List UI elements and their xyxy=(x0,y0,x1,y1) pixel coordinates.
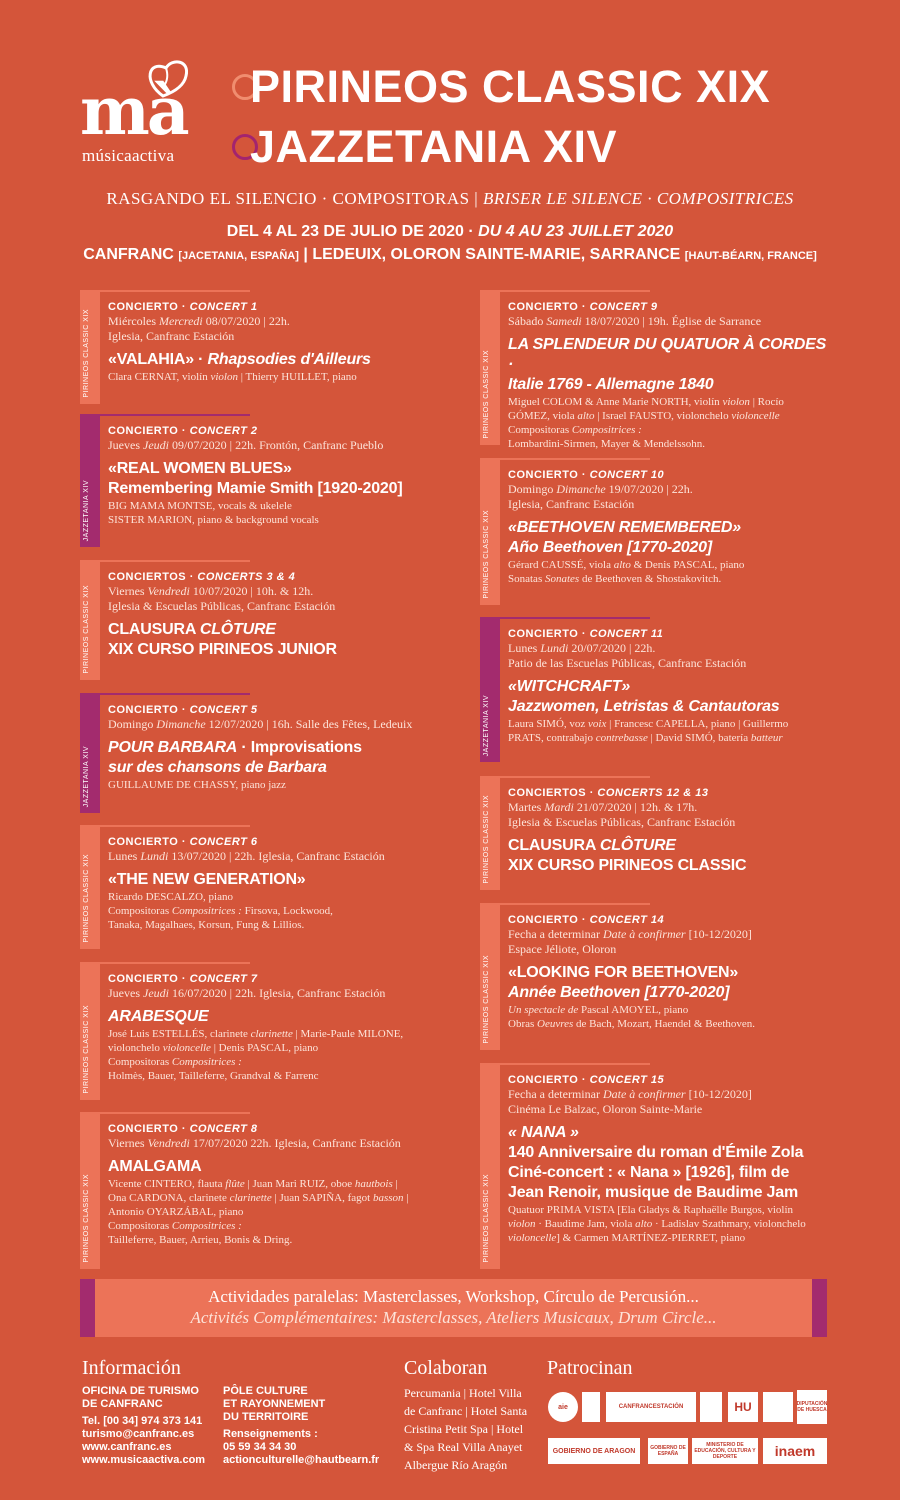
diputacion-huesca-logo: DIPUTACIÓN DE HUESCA xyxy=(797,1390,827,1424)
concert-label: CONCIERTO · CONCERT 5 xyxy=(108,704,258,716)
card-bar xyxy=(480,290,500,445)
concert-title: POUR BARBARA · Improvisations xyxy=(108,739,362,756)
concert-card-10 xyxy=(480,458,827,605)
concert-venue: Cinéma Le Balzac, Oloron Sainte-Marie xyxy=(508,1102,703,1116)
card-bar xyxy=(480,776,500,890)
card-tag: JAZZETANIA XIV xyxy=(83,745,90,807)
concert-performers: Miguel COLOM & Anne Marie NORTH, violín violon | Rocío xyxy=(508,396,784,408)
concert-subtitle: Année Beethoven [1770-2020] xyxy=(508,984,730,1001)
concert-performers: Antonio OYARZÁBAL, piano xyxy=(108,1206,244,1218)
card-tag: PIRINEOS CLASSIC XIX xyxy=(483,1174,490,1263)
concert-performers: violoncelle] & Carmen MARTÍNEZ-PIERRET, piano xyxy=(508,1232,746,1244)
concert-label: CONCIERTO · CONCERT 7 xyxy=(108,973,258,985)
concert-composers: Compositoras Compositrices : Firsova, Lockwood, xyxy=(108,905,333,917)
card-bar xyxy=(80,693,100,813)
concert-subtitle: Jazzwomen, Letristas & Cantautoras xyxy=(508,698,780,715)
card-tag: PIRINEOS CLASSIC XIX xyxy=(483,350,490,439)
concert-card-2 xyxy=(80,414,460,547)
concert-label: CONCIERTO · CONCERT 11 xyxy=(508,628,664,640)
concert-performers: SISTER MARION, piano & background vocals xyxy=(108,514,319,526)
canfranc-link[interactable]: www.canfranc.es xyxy=(82,1441,172,1453)
concert-date: Fecha a determinar Date à confirmer [10-12/2020] xyxy=(508,1087,752,1101)
concert-composers: Compositoras Compositrices : xyxy=(108,1056,242,1068)
festival-dates xyxy=(0,223,900,241)
card-bar xyxy=(80,962,100,1100)
concert-composers: Tailleferre, Bauer, Arrieu, Bonis & Dring. xyxy=(108,1234,293,1246)
collaborators-list: Percumania | Hotel Villa de Canfranc | Hotel Santa Cristina Petit Spa | Hotel & Spa Real Villa Anayet Albergue Río Aragón xyxy=(404,1386,528,1472)
concert-subtitle: Año Beethoven [1770-2020] xyxy=(508,539,712,556)
logo-mark: mà xyxy=(80,72,187,150)
festival-places xyxy=(0,246,900,264)
concert-date: Miércoles Mercredi 08/07/2020 | 22h. xyxy=(108,314,290,328)
title-pirineos: PIRINEOS CLASSIC XIX xyxy=(250,61,771,112)
concert-composers: Compositoras Compositrices : xyxy=(508,424,642,436)
concert-composers: Sonatas Sonates de Beethoven & Shostakovitch. xyxy=(508,573,722,585)
concert-performers: José Luis ESTELLÉS, clarinete clarinette | Marie-Paule MILONE, xyxy=(108,1028,404,1040)
concert-label: CONCIERTO · CONCERT 15 xyxy=(508,1074,665,1086)
concert-date: Domingo Dimanche 19/07/2020 | 22h. xyxy=(508,482,693,496)
card-bar xyxy=(80,414,100,547)
concert-title: CLAUSURA CLÔTURE xyxy=(508,837,676,854)
card-tag: PIRINEOS CLASSIC XIX xyxy=(483,795,490,884)
concert-title: AMALGAMA xyxy=(108,1158,202,1175)
dates-es: DEL 4 AL 23 DE JULIO DE 2020 · xyxy=(226,223,474,240)
concert-title: «WITCHCRAFT» xyxy=(508,678,631,695)
concert-date: Lunes Lundi 13/07/2020 | 22h. Iglesia, Canfranc Estación xyxy=(108,849,385,863)
concert-performers: Quatuor PRIMA VISTA [Ela Gladys & Raphaëlle Burgos, violín xyxy=(508,1204,794,1216)
musicaactiva-logo xyxy=(78,60,238,170)
tourism-email[interactable]: turismo@canfranc.es xyxy=(82,1428,195,1440)
j-logo xyxy=(763,1392,793,1422)
concert-card-14 xyxy=(480,903,827,1050)
pole-phone: 05 59 34 34 30 xyxy=(223,1441,297,1453)
concert-composers: Obras Oeuvres de Bach, Mozart, Haendel & Beethoven. xyxy=(508,1018,756,1030)
concert-subtitle: Jean Renoir, musique de Baudime Jam xyxy=(508,1184,798,1201)
concert-title: «VALAHIA» · Rhapsodies d'Ailleurs xyxy=(108,351,371,368)
concert-venue: Patio de las Escuelas Públicas, Canfranc Estación xyxy=(508,656,747,670)
musicaactiva-link[interactable]: www.musicaactiva.com xyxy=(82,1454,206,1466)
dates-fr: DU 4 AU 23 JUILLET 2020 xyxy=(478,223,674,240)
card-tag: PIRINEOS CLASSIC XIX xyxy=(83,1174,90,1263)
card-tag: JAZZETANIA XIV xyxy=(483,694,490,756)
concert-title: CLAUSURA CLÔTURE xyxy=(108,621,276,638)
concert-label: CONCIERTO · CONCERT 2 xyxy=(108,425,258,437)
concert-performers: Clara CERNAT, violín violon | Thierry HUILLET, piano xyxy=(108,371,357,383)
concert-label: CONCIERTO · CONCERT 6 xyxy=(108,836,258,848)
inaem-logo: inaem xyxy=(763,1438,827,1464)
concert-performers: Ricardo DESCALZO, piano xyxy=(108,891,233,903)
concert-performers: violonchelo violoncelle | Denis PASCAL, piano xyxy=(108,1042,319,1054)
concert-card-3-4 xyxy=(80,560,460,680)
concert-date: Jueves Jeudi 09/07/2020 | 22h. Frontón, Canfranc Pueblo xyxy=(108,438,384,452)
concert-date: Lunes Lundi 20/07/2020 | 22h. xyxy=(508,641,656,655)
concert-performers: Laura SIMÓ, voz voix | Francesc CAPELLA, piano | Guillermo xyxy=(508,718,789,730)
tourism-office: OFICINA DE TURISMO DE CANFRANC Tel. [00 34] 974 373 141 turismo@canfranc.es www.canfranc.es www.musicaactiva.com xyxy=(82,1385,206,1466)
concert-composers: Lombardini-Sirmen, Mayer & Mendelssohn. xyxy=(508,438,706,450)
activities-banner xyxy=(80,1279,827,1337)
concert-date: Fecha a determinar Date à confirmer [10-12/2020] xyxy=(508,927,752,941)
concert-card-7 xyxy=(80,962,460,1100)
concert-title: «BEETHOVEN REMEMBERED» xyxy=(508,519,741,536)
concert-venue: Iglesia, Canfranc Estación xyxy=(508,497,635,511)
concert-card-5 xyxy=(80,693,460,813)
concert-performers: GUILLAUME DE CHASSY, piano jazz xyxy=(108,779,286,791)
logo-subtitle: músicaactiva xyxy=(82,146,175,165)
concert-venue: Iglesia, Canfranc Estación xyxy=(108,329,235,343)
concert-card-12-13 xyxy=(480,776,827,890)
concert-title: LA SPLENDEUR DU QUATUOR À CORDES · xyxy=(508,336,827,373)
card-bar xyxy=(480,617,500,762)
pole-email[interactable]: actionculturelle@hautbearn.fr xyxy=(223,1454,380,1466)
concert-date: Viernes Vendredi 17/07/2020 22h. Iglesia, Canfranc Estación xyxy=(108,1136,401,1150)
card-bar xyxy=(480,458,500,605)
concert-subtitle: Ciné-concert : « Nana » [1926], film de xyxy=(508,1164,790,1181)
card-bar xyxy=(80,560,100,680)
concert-performers: PRATS, contrabajo contrebasse | David SIMÓ, batería batteur xyxy=(508,732,783,744)
card-bar xyxy=(80,825,100,949)
title-jazzetania: JAZZETANIA XIV xyxy=(250,121,618,172)
concert-date: Viernes Vendredi 10/07/2020 | 10h. & 12h. xyxy=(108,584,314,598)
place-bearn-region: [HAUT-BÉARN, FRANCE] xyxy=(684,250,817,262)
escudo-logo xyxy=(700,1392,722,1422)
concert-performers: BIG MAMA MONTSE, vocals & ukelele xyxy=(108,500,292,512)
subtitle-fr: BRISER LE SILENCE · COMPOSITRICES xyxy=(482,189,794,208)
activities-fr: Activités Complémentaires: Masterclasses, Ateliers Musicaux, Drum Circle... xyxy=(190,1308,717,1327)
concert-subtitle: XIX CURSO PIRINEOS CLASSIC xyxy=(508,857,747,874)
subtitle-es: RASGANDO EL SILENCIO · COMPOSITORAS | xyxy=(106,189,479,208)
header xyxy=(0,0,900,180)
concert-title: « NANA » xyxy=(508,1124,579,1141)
card-bar xyxy=(480,1063,500,1269)
concert-label: CONCIERTOS · CONCERTS 3 & 4 xyxy=(108,571,296,583)
concert-venue: Espace Jéliote, Oloron xyxy=(508,942,617,956)
concert-date: Sábado Samedi 18/07/2020 | 19h. Église de Sarrance xyxy=(508,314,762,328)
ministerio-logo: MINISTERIO DE EDUCACIÓN, CULTURA Y DEPORTE xyxy=(692,1438,758,1464)
card-bar xyxy=(480,903,500,1050)
tourism-phone: Tel. [00 34] 974 373 141 xyxy=(82,1415,203,1427)
gobierno-espana-logo: GOBIERNO DE ESPAÑA xyxy=(648,1438,688,1464)
concert-subtitle: sur des chansons de Barbara xyxy=(108,759,327,776)
concert-card-8 xyxy=(80,1112,460,1269)
card-bar xyxy=(80,1112,100,1269)
concert-composers: Compositoras Compositrices : xyxy=(108,1220,242,1232)
concert-date: Jueves Jeudi 16/07/2020 | 22h. Iglesia, Canfranc Estación xyxy=(108,986,386,1000)
concert-subtitle: Italie 1769 - Allemagne 1840 xyxy=(508,376,714,393)
concert-label: CONCIERTO · CONCERT 8 xyxy=(108,1123,258,1135)
concert-label: CONCIERTO · CONCERT 10 xyxy=(508,469,665,481)
concert-performers: violon · Baudime Jam, viola alto · Ladislav Szathmary, violonchelo xyxy=(508,1218,806,1230)
canfranc-estacion-logo: CANFRANCESTACIÓN xyxy=(606,1392,696,1422)
concert-venue: Iglesia & Escuelas Públicas, Canfranc Estación xyxy=(508,815,736,829)
concert-performers: Un spectacle de Pascal AMOYEL, piano xyxy=(508,1004,689,1016)
card-tag: PIRINEOS CLASSIC XIX xyxy=(83,585,90,674)
concert-card-11 xyxy=(480,617,827,762)
concert-card-1 xyxy=(80,290,460,404)
card-tag: PIRINEOS CLASSIC XIX xyxy=(483,955,490,1044)
concert-subtitle: Remembering Mamie Smith [1920-2020] xyxy=(108,480,403,497)
concert-card-15 xyxy=(480,1063,827,1269)
subtitle xyxy=(0,189,900,209)
concert-title: «THE NEW GENERATION» xyxy=(108,871,306,888)
concert-performers: Vicente CINTERO, flauta flûte | Juan Mari RUIZ, oboe hautbois | xyxy=(108,1178,398,1190)
concert-venue: Iglesia & Escuelas Públicas, Canfranc Estación xyxy=(108,599,336,613)
concert-composers: Tanaka, Magalhaes, Korsun, Fung & Lillios. xyxy=(108,919,305,931)
card-tag: PIRINEOS CLASSIC XIX xyxy=(483,510,490,599)
concert-performers: Ona CARDONA, clarinete clarinette | Juan SAPIÑA, fagot basson | xyxy=(108,1192,409,1204)
concert-subtitle: 140 Anniversaire du roman d'Émile Zola xyxy=(508,1144,804,1161)
concert-title: «REAL WOMEN BLUES» xyxy=(108,460,292,477)
info-heading: Información xyxy=(82,1357,181,1379)
gobierno-aragon-logo: GOBIERNO DE ARAGON xyxy=(548,1438,640,1464)
pole-culture: PÔLE CULTURE ET RAYONNEMENT DU TERRITOIRE Renseignements : 05 59 34 34 30 actionculturelle@hautbearn.fr xyxy=(223,1385,380,1466)
place-bearn: LEDEUIX, OLORON SAINTE-MARIE, SARRANCE xyxy=(312,246,681,263)
concert-label: CONCIERTO · CONCERT 14 xyxy=(508,914,665,926)
concert-date: Domingo Dimanche 12/07/2020 | 16h. Salle des Fêtes, Ledeuix xyxy=(108,717,413,731)
concert-performers: GÓMEZ, viola alto | Israel FAUSTO, violonchelo violoncelle xyxy=(508,410,780,422)
place-canfranc-region: [JACETANIA, ESPAÑA] xyxy=(178,250,299,262)
concert-performers: Gérard CAUSSÉ, viola alto & Denis PASCAL, piano xyxy=(508,559,745,571)
concert-date: Martes Mardi 21/07/2020 | 12h. & 17h. xyxy=(508,800,698,814)
concert-label: CONCIERTOS · CONCERTS 12 & 13 xyxy=(508,787,709,799)
place-canfranc: CANFRANC xyxy=(83,246,174,263)
card-tag: PIRINEOS CLASSIC XIX xyxy=(83,1005,90,1094)
concert-title: ARABESQUE xyxy=(108,1008,209,1025)
colab-heading: Colaboran xyxy=(404,1357,488,1379)
sponsors-heading: Patrocinan xyxy=(547,1357,633,1379)
concert-card-9 xyxy=(480,290,827,450)
card-tag: JAZZETANIA XIV xyxy=(83,479,90,541)
card-tag: PIRINEOS CLASSIC XIX xyxy=(83,854,90,943)
concert-subtitle: XIX CURSO PIRINEOS JUNIOR xyxy=(108,641,337,658)
concert-card-6 xyxy=(80,825,460,949)
activities-es: Actividades paralelas: Masterclasses, Workshop, Círculo de Percusión... xyxy=(208,1287,699,1306)
concert-label: CONCIERTO · CONCERT 9 xyxy=(508,301,658,313)
concert-label: CONCIERTO · CONCERT 1 xyxy=(108,301,258,313)
hb-logo xyxy=(582,1392,600,1422)
concert-composers: Holmès, Bauer, Tailleferre, Grandval & Farrenc xyxy=(108,1070,319,1082)
aie-logo: aie xyxy=(548,1392,578,1422)
card-bar xyxy=(80,290,100,404)
hu-logo: HU xyxy=(728,1392,758,1422)
place-separator: | xyxy=(303,246,308,263)
concert-title: «LOOKING FOR BEETHOVEN» xyxy=(508,964,739,981)
card-tag: PIRINEOS CLASSIC XIX xyxy=(83,309,90,398)
